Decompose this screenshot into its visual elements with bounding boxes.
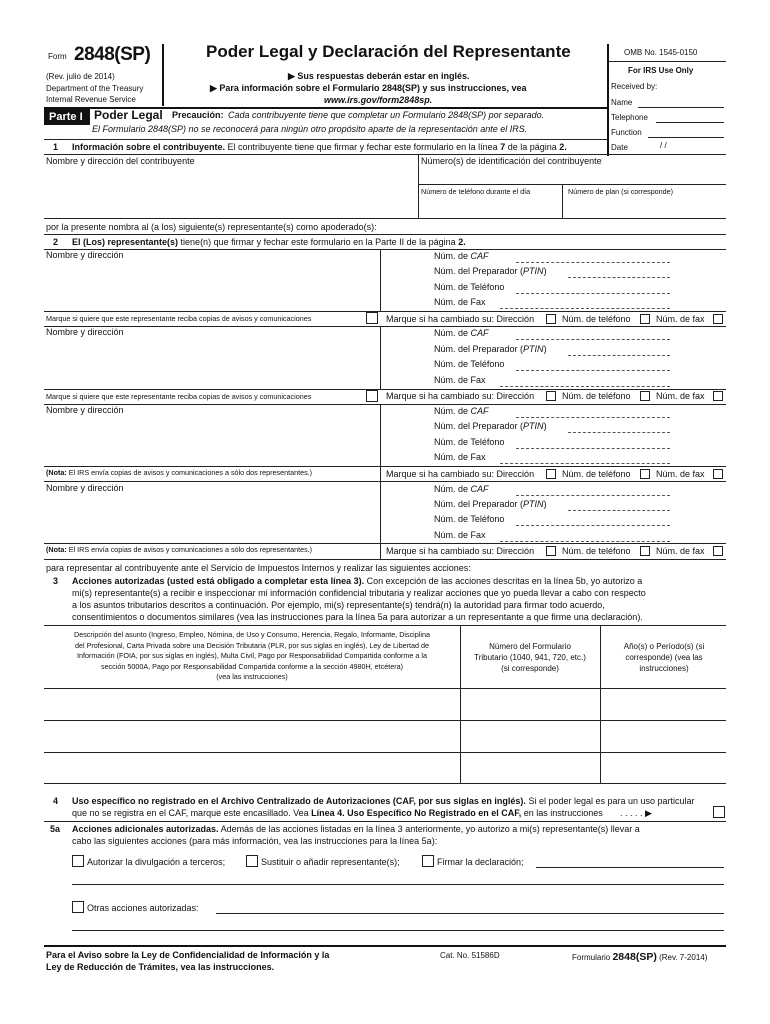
- line-2-text: El (Los) representante(s) tiene(n) que firmar y fechar este formulario en la Parte II de la página 2.: [72, 237, 466, 247]
- rep-ptin-label: Núm. del Preparador (PTIN): [434, 421, 547, 431]
- rep-caf-label: Núm. de CAF: [434, 251, 489, 261]
- line-1-number: 1: [53, 142, 59, 152]
- represent-text: para representar al contribuyente ante el Servicio de Impuestos Internos y realizar las siguientes acciones:: [46, 563, 471, 573]
- caution-text-1: Cada contribuyente tiene que completar un Formulario 2848(SP) por separado.: [228, 110, 545, 120]
- matter-row-1-description[interactable]: [44, 689, 460, 719]
- line-4-text-1: Uso específico no registrado en el Archivo Centralizado de Autorizaciones (CAF, por sus siglas en inglés). Si el poder legal es para un uso particular: [72, 796, 695, 806]
- daytime-phone-label: Número de teléfono durante el día: [421, 187, 531, 196]
- line-2-number: 2: [53, 237, 59, 247]
- rep-change-phone-checkbox[interactable]: [640, 391, 650, 401]
- rep-change-phone-checkbox[interactable]: [640, 546, 650, 556]
- line-3-text-4: consentimientos o documentos similares (vea las instrucciones para la línea 5a para autorizar a un representante a que firme una declaración).: [72, 612, 643, 622]
- plan-number-label: Número de plan (si corresponde): [568, 187, 674, 196]
- rep-fax-label: Núm. de Fax: [434, 297, 486, 307]
- rep-change-phone-label: Núm. de teléfono: [562, 314, 631, 324]
- matter-row-1-form[interactable]: [461, 689, 600, 719]
- matter-description-header: Descripción del asunto (Ingreso, Empleo, Nómina, de Uso y Consumo, Herencia, Regalo, Informante, Disciplina del Profesional, Carta Privada sobre una Decisión Tributaria (PLR, por sus siglas en inglés), Ley de Libertad de Información (FOIA, por sus siglas en inglés), Multa Civil, Pago por Responsabilidad Compartida conforme a la sección 5000A, Pago por Responsabilidad Compartida conforme a la sección 4980H, etcétera) (vea las instrucciones): [74, 630, 430, 681]
- instruction-line-1: ▶ Sus respuestas deberán estar en inglés.: [288, 71, 470, 81]
- other-acts-label: Otras acciones autorizadas:: [87, 903, 199, 913]
- rep-ptin-label: Núm. del Preparador (PTIN): [434, 344, 547, 354]
- rep-caf-label: Núm. de CAF: [434, 406, 489, 416]
- rep-telephone-label: Núm. de Teléfono: [434, 514, 505, 524]
- rep-telephone-label: Núm. de Teléfono: [434, 282, 505, 292]
- rep-name-address-label: Nombre y dirección: [46, 405, 124, 415]
- matter-row-3-form[interactable]: [461, 753, 600, 782]
- line-4-text-2: que no se registra en el CAF, marque este encasillado. Vea Línea 4. Uso Específico No Registrado en el CAF, en las instrucciones: [72, 808, 603, 818]
- rep-ptin-field[interactable]: [568, 432, 670, 433]
- form-title: Poder Legal y Declaración del Representante: [206, 42, 571, 61]
- other-acts-line[interactable]: [216, 913, 724, 914]
- rep-change-address-label: Marque si ha cambiado su: Dirección: [386, 391, 535, 401]
- line-5a-text-1: Acciones adicionales autorizadas. Además de las acciones listadas en la línea 3 anteriormente, yo autorizo a mi(s) representante(s) llevar a: [72, 824, 640, 834]
- sign-return-label: Firmar la declaración;: [437, 857, 524, 867]
- irs-use-only: For IRS Use Only: [628, 66, 694, 75]
- rep-change-fax-checkbox[interactable]: [713, 469, 723, 479]
- rep-name-address-label: Nombre y dirección: [46, 250, 124, 260]
- received-by-label: Received by:: [611, 82, 658, 91]
- additional-acts-line-1[interactable]: [72, 884, 724, 885]
- additional-acts-line-2[interactable]: [72, 930, 724, 931]
- taxpayer-name-address-label: Nombre y dirección del contribuyente: [46, 156, 195, 166]
- rep-ptin-field[interactable]: [568, 355, 670, 356]
- rep-change-address-checkbox[interactable]: [546, 469, 556, 479]
- rep-copies-note: (Nota: El IRS envía copias de avisos y comunicaciones a sólo dos representantes.): [46, 468, 313, 477]
- line-3-text-2: mi(s) representante(s) a recibir e inspeccionar mi información confidencial tributaria y realizar acciones que yo pueda llevar a cabo con respecto: [72, 588, 646, 598]
- line-4-checkbox[interactable]: [713, 806, 725, 818]
- matter-row-3-description[interactable]: [44, 753, 460, 782]
- rep-name-address-field[interactable]: [46, 339, 378, 389]
- taxpayer-id-field[interactable]: [420, 168, 724, 184]
- rep-name-address-field[interactable]: [46, 417, 378, 467]
- part-i-title: Poder Legal: [94, 108, 163, 122]
- substitute-rep-checkbox[interactable]: [246, 855, 258, 867]
- rep-copies-note: Marque si quiere que este representante reciba copias de avisos y comunicaciones: [46, 314, 312, 323]
- rep-copies-note: (Nota: El IRS envía copias de avisos y comunicaciones a sólo dos representantes.): [46, 545, 313, 554]
- telephone-label: Telephone: [611, 113, 648, 122]
- rep-telephone-field[interactable]: [516, 525, 670, 526]
- date-label: Date: [611, 143, 628, 152]
- line-4-number: 4: [53, 796, 59, 806]
- rep-caf-label: Núm. de CAF: [434, 484, 489, 494]
- rep-copies-note: Marque si quiere que este representante reciba copias de avisos y comunicaciones: [46, 392, 312, 401]
- catalog-number: Cat. No. 51586D: [440, 951, 500, 960]
- substitute-rep-label: Sustituir o añadir representante(s);: [261, 857, 400, 867]
- line-3-text-3: a los asuntos tributarios descritos a continuación. Por ejemplo, mi(s) representante(s) tendrá(n) la autoridad para firmar todo acuerdo,: [72, 600, 605, 610]
- form-label: Form: [48, 52, 67, 61]
- plan-number-field[interactable]: [564, 198, 724, 216]
- matter-row-2-description[interactable]: [44, 721, 460, 751]
- rep-change-address-label: Marque si ha cambiado su: Dirección: [386, 469, 535, 479]
- authorize-disclosure-checkbox[interactable]: [72, 855, 84, 867]
- department: Department of the Treasury: [46, 84, 144, 93]
- line-5a-number: 5a: [50, 824, 61, 834]
- line-1-text: Información sobre el contribuyente. El contribuyente tiene que firmar y fechar este formulario en la línea 7 de la página 2.: [72, 142, 567, 152]
- rep-change-fax-checkbox[interactable]: [713, 314, 723, 324]
- rep-change-phone-label: Núm. de teléfono: [562, 469, 631, 479]
- years-periods-header: Año(s) o Período(s) (si corresponde) (vea las instrucciones): [623, 642, 705, 673]
- rep-fax-label: Núm. de Fax: [434, 530, 486, 540]
- line-4-arrow: . . . . . ▶: [620, 808, 652, 818]
- function-label: Function: [611, 128, 642, 137]
- part-i-badge: Parte I: [44, 109, 90, 125]
- rep-copies-checkbox[interactable]: [366, 390, 378, 402]
- rep-name-address-field[interactable]: [46, 262, 378, 312]
- rep-change-phone-label: Núm. de teléfono: [562, 391, 631, 401]
- agency: Internal Revenue Service: [46, 95, 136, 104]
- rep-change-phone-checkbox[interactable]: [640, 469, 650, 479]
- rep-caf-field[interactable]: [516, 417, 670, 418]
- matter-row-3-years[interactable]: [601, 753, 726, 782]
- form-number-header: Número del Formulario Tributario (1040, 941, 720, etc.) (si corresponde): [474, 642, 586, 673]
- rep-copies-checkbox[interactable]: [366, 312, 378, 324]
- daytime-phone-field[interactable]: [420, 198, 560, 216]
- rep-name-address-field[interactable]: [46, 495, 378, 543]
- rep-name-address-label: Nombre y dirección: [46, 327, 124, 337]
- rep-change-fax-label: Núm. de fax: [656, 469, 705, 479]
- rep-change-fax-checkbox[interactable]: [713, 391, 723, 401]
- sign-return-line[interactable]: [536, 867, 724, 868]
- rep-change-address-label: Marque si ha cambiado su: Dirección: [386, 314, 535, 324]
- rep-fax-label: Núm. de Fax: [434, 452, 486, 462]
- line-3-number: 3: [53, 576, 59, 586]
- appoint-text: por la presente nombra al (a los) siguiente(s) representante(s) como apoderado(s):: [46, 222, 377, 232]
- line-5a-text-2: cabo las siguientes acciones (para más información, vea las instrucciones para la línea 5a):: [72, 836, 438, 846]
- rep-fax-field[interactable]: [500, 308, 670, 309]
- rep-caf-field[interactable]: [516, 495, 670, 496]
- rep-change-phone-label: Núm. de teléfono: [562, 546, 631, 556]
- rep-telephone-field[interactable]: [516, 370, 670, 371]
- line-3-text-1: Acciones autorizadas (usted está obligado a completar esta línea 3). Con excepción de las acciones descritas en la línea 5b, yo autorizo a: [72, 576, 643, 586]
- rep-change-fax-label: Núm. de fax: [656, 546, 705, 556]
- omb-number: OMB No. 1545-0150: [624, 48, 698, 57]
- privacy-notice-2: Ley de Reducción de Trámites, vea las instrucciones.: [46, 962, 275, 972]
- rep-ptin-field[interactable]: [568, 277, 670, 278]
- sign-return-checkbox[interactable]: [422, 855, 434, 867]
- taxpayer-name-address-field[interactable]: [46, 168, 418, 216]
- rep-change-address-checkbox[interactable]: [546, 314, 556, 324]
- rep-caf-field[interactable]: [516, 339, 670, 340]
- caution-text-2: El Formulario 2848(SP) no se reconocerá para ningún otro propósito aparte de la representación ante el IRS.: [92, 124, 528, 134]
- rep-ptin-field[interactable]: [568, 510, 670, 511]
- rep-caf-label: Núm. de CAF: [434, 328, 489, 338]
- instruction-line-2: ▶ Para información sobre el Formulario 2848(SP) y sus instrucciones, vea: [210, 83, 527, 93]
- rep-telephone-field[interactable]: [516, 448, 670, 449]
- rep-change-fax-label: Núm. de fax: [656, 314, 705, 324]
- rep-fax-field[interactable]: [500, 386, 670, 387]
- rep-change-address-checkbox[interactable]: [546, 391, 556, 401]
- rep-change-address-checkbox[interactable]: [546, 546, 556, 556]
- rep-ptin-label: Núm. del Preparador (PTIN): [434, 499, 547, 509]
- other-acts-checkbox[interactable]: [72, 901, 84, 913]
- rev-date: (Rev. julio de 2014): [46, 72, 115, 81]
- rep-fax-label: Núm. de Fax: [434, 375, 486, 385]
- rep-telephone-field[interactable]: [516, 293, 670, 294]
- matter-row-1-years[interactable]: [601, 689, 726, 719]
- authorize-disclosure-label: Autorizar la divulgación a terceros;: [87, 857, 226, 867]
- rep-telephone-label: Núm. de Teléfono: [434, 437, 505, 447]
- footer-form-id: Formulario 2848(SP) (Rev. 7-2014): [572, 951, 708, 963]
- rep-fax-field[interactable]: [500, 541, 670, 542]
- matter-row-2-years[interactable]: [601, 721, 726, 751]
- name-label: Name: [611, 98, 633, 107]
- rep-fax-field[interactable]: [500, 463, 670, 464]
- taxpayer-id-label: Número(s) de identificación del contribuyente: [421, 156, 602, 166]
- rep-name-address-label: Nombre y dirección: [46, 483, 124, 493]
- rep-change-address-label: Marque si ha cambiado su: Dirección: [386, 546, 535, 556]
- rep-telephone-label: Núm. de Teléfono: [434, 359, 505, 369]
- rep-change-phone-checkbox[interactable]: [640, 314, 650, 324]
- caution-label: Precaución:: [172, 110, 224, 120]
- rep-ptin-label: Núm. del Preparador (PTIN): [434, 266, 547, 276]
- rep-change-fax-label: Núm. de fax: [656, 391, 705, 401]
- matter-row-2-form[interactable]: [461, 721, 600, 751]
- rep-change-fax-checkbox[interactable]: [713, 546, 723, 556]
- rep-caf-field[interactable]: [516, 262, 670, 263]
- date-slashes: / /: [660, 141, 667, 150]
- instruction-url: www.irs.gov/form2848sp.: [324, 95, 433, 105]
- form-number: 2848(SP): [74, 44, 151, 65]
- privacy-notice-1: Para el Aviso sobre la Ley de Confidencialidad de Información y la: [46, 950, 330, 960]
